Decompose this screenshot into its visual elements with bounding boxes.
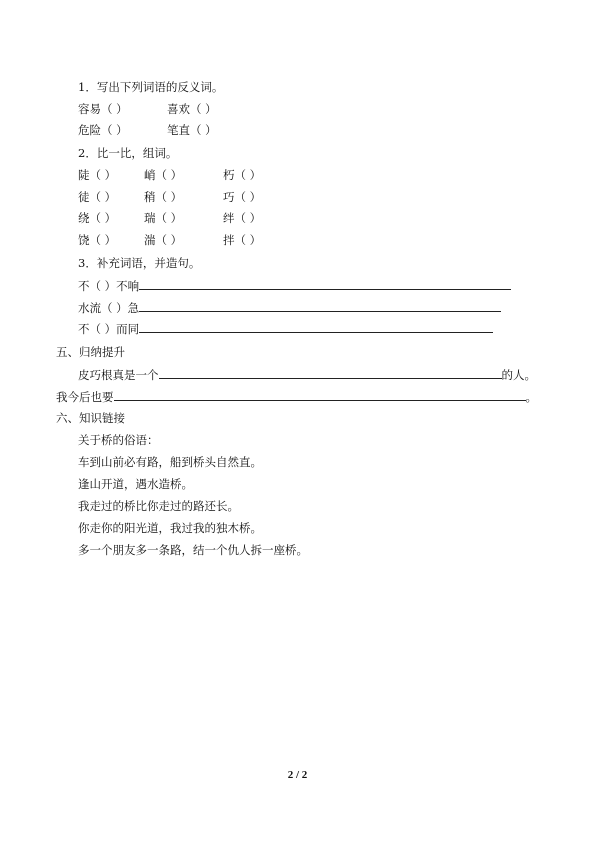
- sec5-line-suffix: 的人。: [501, 368, 536, 382]
- q3-item-label: 不（ ）不响: [78, 279, 140, 293]
- q2-item: 峭（ ）: [144, 168, 183, 182]
- q2-item: 陡（ ）: [78, 168, 117, 182]
- q2-item: 饶（ ）: [78, 233, 117, 247]
- q3-item: [78, 300, 501, 314]
- sec5-line-prefix: 我今后也要: [56, 390, 114, 404]
- page-number: 2 / 2: [287, 769, 308, 781]
- section-heading: 六、知识链接: [56, 411, 125, 425]
- q2-item: 朽（ ）: [223, 168, 262, 182]
- section-heading: 五、归纳提升: [56, 345, 125, 359]
- q2-item: 拌（ ）: [223, 233, 262, 247]
- sec5-line-suffix: 。: [525, 390, 537, 404]
- proverb-line: 车到山前必有路，船到桥头自然直。: [78, 455, 262, 469]
- q2-item: 绕（ ）: [78, 211, 117, 225]
- q1-item: 危险（ ）: [78, 123, 128, 137]
- answer-blank[interactable]: [114, 389, 526, 401]
- q2-title: 2．比一比，组词。: [78, 146, 178, 160]
- proverb-line: 多一个朋友多一条路，结一个仇人拆一座桥。: [78, 543, 308, 557]
- q3-item-label: 水流（ ）急: [78, 301, 140, 315]
- sec5-line-prefix: 皮巧根真是一个: [78, 368, 159, 382]
- q1-title: 1．写出下列词语的反义词。: [78, 80, 224, 94]
- q2-item: 巧（ ）: [223, 190, 262, 204]
- q3-item: [78, 278, 511, 292]
- q2-item: 绊（ ）: [223, 211, 262, 225]
- proverb-line: 你走你的阳光道，我过我的独木桥。: [78, 521, 262, 535]
- answer-blank[interactable]: [139, 321, 493, 333]
- sec5-line: [56, 389, 537, 403]
- proverb-line: 关于桥的俗语：: [78, 433, 159, 447]
- q1-item: 容易（ ）: [78, 102, 128, 116]
- answer-blank[interactable]: [139, 278, 511, 290]
- sec5-line: [78, 367, 536, 381]
- q2-item: 湍（ ）: [144, 233, 183, 247]
- q3-item: [78, 321, 493, 335]
- q1-item: 喜欢（ ）: [167, 102, 217, 116]
- q3-title: 3．补充词语，并造句。: [78, 256, 201, 270]
- q2-item: 稍（ ）: [144, 190, 183, 204]
- q2-item: 徒（ ）: [78, 190, 117, 204]
- q3-item-label: 不（ ）而同: [78, 322, 140, 336]
- answer-blank[interactable]: [139, 300, 501, 312]
- q2-item: 瑞（ ）: [144, 211, 183, 225]
- proverb-line: 我走过的桥比你走过的路还长。: [78, 499, 239, 513]
- q1-item: 笔直（ ）: [167, 123, 217, 137]
- answer-blank[interactable]: [159, 367, 502, 379]
- proverb-line: 逢山开道，遇水造桥。: [78, 477, 193, 491]
